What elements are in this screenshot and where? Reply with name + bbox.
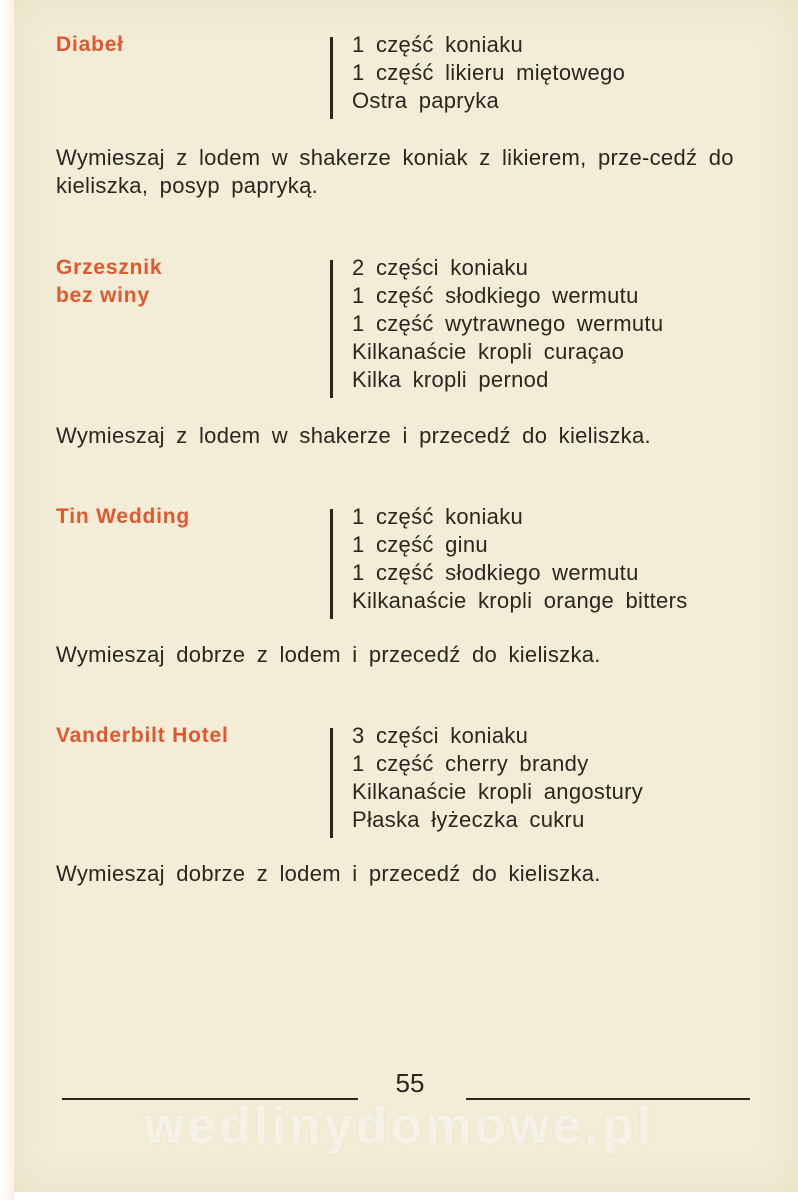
ingredient: 2 części koniaku	[352, 255, 529, 280]
ingredient-list	[352, 31, 625, 115]
ingredient: 1 część słodkiego wermutu	[352, 283, 639, 308]
page-number: 55	[395, 1068, 425, 1098]
page-fold-edge	[0, 0, 14, 1200]
ingredient: 1 część wytrawnego wermutu	[352, 311, 664, 336]
ingredients-divider	[330, 509, 333, 619]
recipe-method: Wymieszaj dobrze z lodem i przecedź do kieliszka.	[56, 642, 601, 667]
ingredient: 1 część koniaku	[352, 32, 524, 57]
ingredient: 1 część ginu	[352, 532, 488, 557]
watermark: wedlinydomowe.pl	[143, 1097, 655, 1155]
ingredient: Płaska łyżeczka cukru	[352, 807, 585, 832]
ingredients-divider	[330, 728, 333, 838]
recipe-title: Tin Wedding	[56, 505, 191, 528]
ingredients-divider	[330, 37, 333, 119]
ingredient: Kilkanaście kropli orange bitters	[352, 588, 688, 613]
ingredient: 1 część cherry brandy	[352, 751, 589, 776]
recipe-method: Wymieszaj z lodem w shakerze i przecedź do kieliszka.	[56, 423, 651, 448]
recipe-title: Grzesznik bez winy	[56, 256, 163, 307]
ingredient-list	[352, 254, 663, 394]
recipe-method: Wymieszaj z lodem w shakerze koniak z likierem, prze-cedź do kieliszka, posyp papryką.	[56, 145, 734, 198]
ingredient: 3 części koniaku	[352, 723, 529, 748]
ingredient: Kilka kropli pernod	[352, 367, 549, 392]
ingredient: 1 część koniaku	[352, 504, 524, 529]
ingredient: 1 część słodkiego wermutu	[352, 560, 639, 585]
ingredient: Kilkanaście kropli curaçao	[352, 339, 625, 364]
recipe-method: Wymieszaj dobrze z lodem i przecedź do kieliszka.	[56, 861, 601, 886]
ingredient-list	[352, 503, 688, 615]
ingredient: Kilkanaście kropli angostury	[352, 779, 644, 804]
recipe-title: Vanderbilt Hotel	[56, 724, 229, 747]
recipe-title: Diabeł	[56, 33, 124, 56]
ingredient: 1 część likieru miętowego	[352, 60, 626, 85]
ingredient-list	[352, 722, 643, 834]
ingredients-divider	[330, 260, 333, 398]
ingredient: Ostra papryka	[352, 88, 500, 113]
